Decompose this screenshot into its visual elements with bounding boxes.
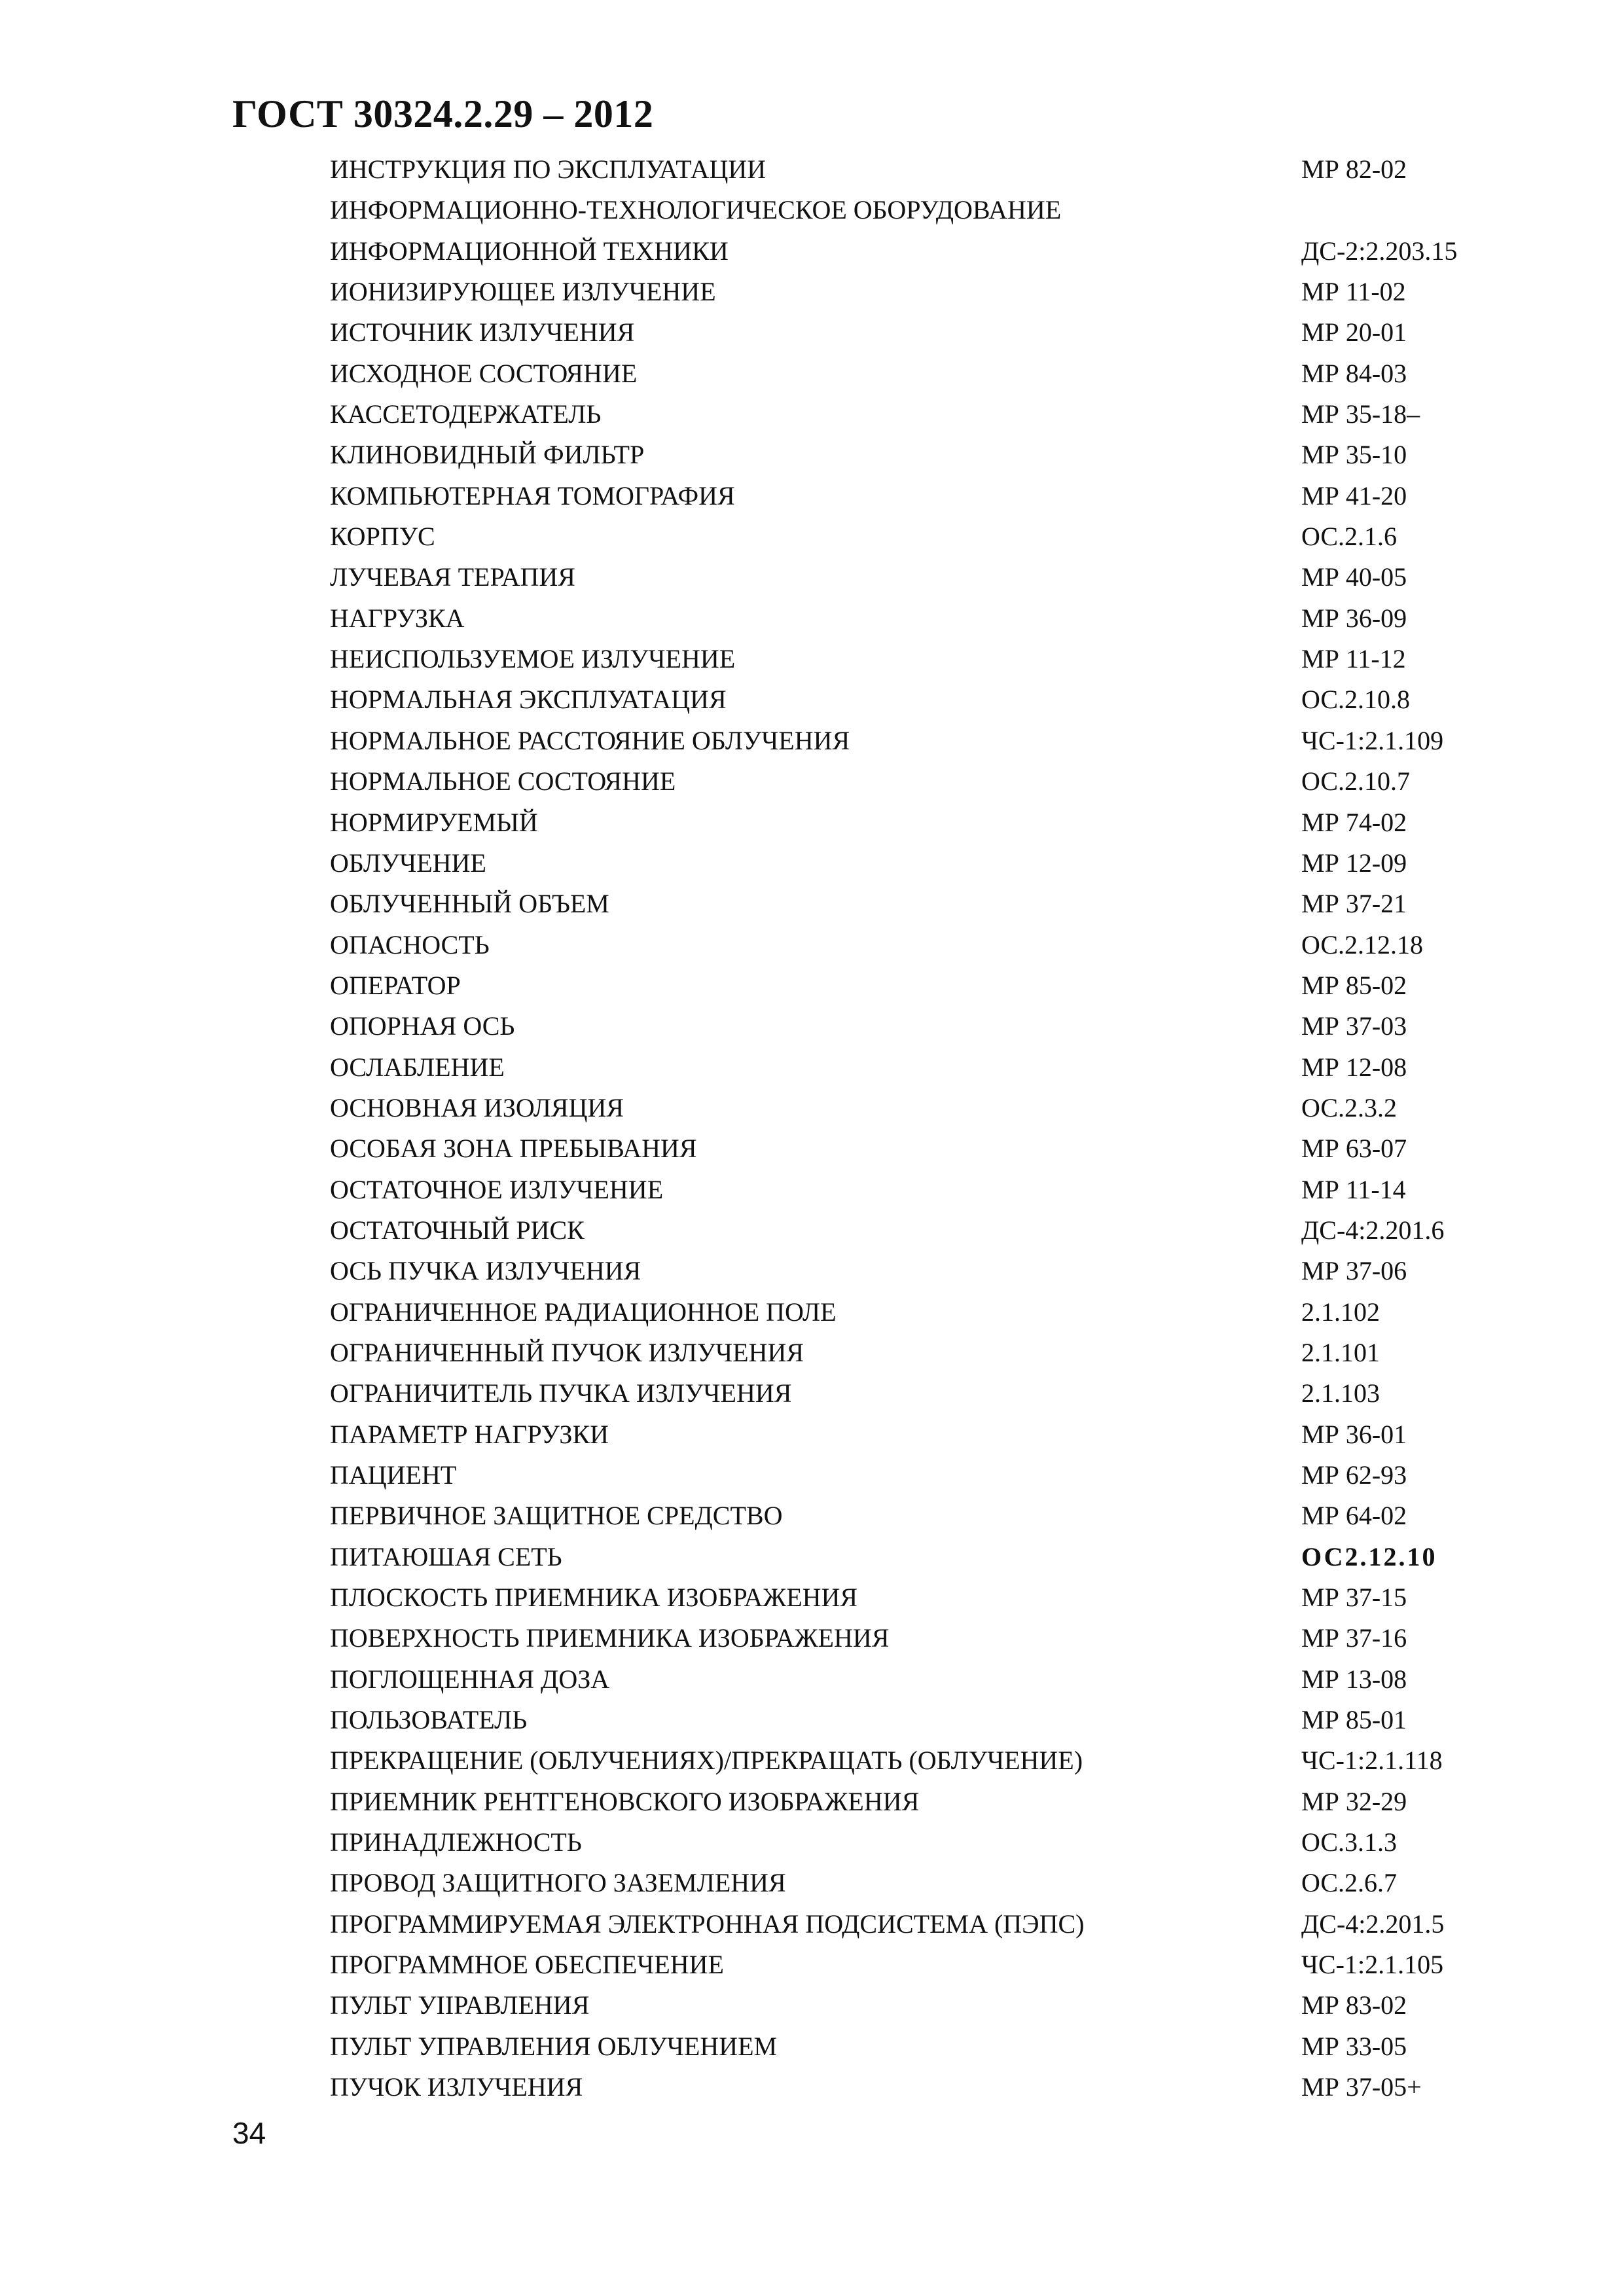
index-reference: МР 37-21 — [1301, 889, 1407, 919]
index-reference: МР 35-18– — [1301, 399, 1420, 429]
index-term: ОБЛУЧЕНИЕ — [330, 848, 486, 878]
index-entry — [0, 1210, 1624, 1251]
index-entry — [0, 721, 1624, 761]
index-term: ОСОБАЯ ЗОНА ПРЕБЫВАНИЯ — [330, 1134, 697, 1164]
index-entry — [0, 1455, 1624, 1496]
index-entry — [0, 2026, 1624, 2067]
index-entry — [0, 557, 1624, 598]
index-entry — [0, 1659, 1624, 1700]
index-reference: МР 37-15 — [1301, 1583, 1407, 1613]
index-entry — [0, 272, 1624, 312]
index-entry — [0, 1373, 1624, 1414]
index-term: КАССЕТОДЕРЖАТЕЛЬ — [330, 399, 602, 429]
index-reference: МР 41-20 — [1301, 480, 1407, 511]
index-term: НОРМАЛЬНОЕ РАССТОЯНИЕ ОБЛУЧЕНИЯ — [330, 725, 850, 755]
index-term: ПРИЕМНИК РЕНТГЕНОВСКОГО ИЗОБРАЖЕНИЯ — [330, 1786, 920, 1816]
index-term: ПИТАЮШАЯ СЕТЬ — [330, 1541, 562, 1571]
index-term: ПРОГРАММИРУЕМАЯ ЭЛЕКТРОННАЯ ПОДСИСТЕМА (ПЭПС) — [330, 1909, 1085, 1939]
index-entry — [0, 1170, 1624, 1210]
index-entry — [0, 1047, 1624, 1088]
term-index-list — [0, 149, 1624, 2108]
index-entry — [0, 1822, 1624, 1863]
index-reference: ОС.2.10.8 — [1301, 685, 1411, 715]
index-reference: ДС-4:2.201.6 — [1301, 1215, 1445, 1245]
index-reference: ОС2.12.10 — [1301, 1541, 1437, 1571]
index-entry — [0, 1537, 1624, 1577]
index-reference: МР 11-12 — [1301, 644, 1406, 674]
document-title: ГОСТ 30324.2.29 – 2012 — [232, 92, 654, 135]
index-term: КОМПЬЮТЕРНАЯ ТОМОГРАФИЯ — [330, 480, 735, 511]
index-reference: МР 20-01 — [1301, 317, 1407, 348]
index-entry — [0, 1577, 1624, 1618]
index-entry — [0, 884, 1624, 924]
index-reference: ОС.2.6.7 — [1301, 1868, 1398, 1898]
index-term: ПАЦИЕНТ — [330, 1460, 457, 1490]
index-reference: МР 64-02 — [1301, 1501, 1407, 1531]
index-entry — [0, 1945, 1624, 1985]
index-reference: МР 40-05 — [1301, 562, 1407, 592]
index-term: ПУЛЬТ УПРАВЛЕНИЯ ОБЛУЧЕНИЕМ — [330, 2031, 778, 2061]
index-term: ИСХОДНОЕ СОСТОЯНИЕ — [330, 358, 638, 388]
index-term: ПОГЛОЩЕННАЯ ДОЗА — [330, 1664, 610, 1694]
index-entry — [0, 476, 1624, 516]
index-entry — [0, 190, 1624, 230]
index-term: КЛИНОВИДНЫЙ ФИЛЬТР — [330, 440, 645, 470]
index-term: ОГРАНИЧЕННЫЙ ПУЧОК ИЗЛУЧЕНИЯ — [330, 1337, 804, 1367]
index-reference: МР 63-07 — [1301, 1134, 1407, 1164]
index-reference: МР 12-09 — [1301, 848, 1407, 878]
index-reference: МР 37-05+ — [1301, 2072, 1422, 2102]
index-entry — [0, 1128, 1624, 1169]
index-term: ПЕРВИЧНОЕ ЗАЩИТНОЕ СРЕДСТВО — [330, 1501, 783, 1531]
index-reference: МР 85-02 — [1301, 970, 1407, 1000]
index-entry — [0, 1618, 1624, 1659]
index-term: НАГРУЗКА — [330, 603, 465, 633]
index-reference: МР 37-16 — [1301, 1623, 1407, 1653]
index-entry — [0, 1414, 1624, 1455]
index-term: ОСТАТОЧНОЕ ИЗЛУЧЕНИЕ — [330, 1174, 664, 1204]
index-entry — [0, 435, 1624, 475]
index-term: ОГРАНИЧИТЕЛЬ ПУЧКА ИЗЛУЧЕНИЯ — [330, 1378, 792, 1408]
index-entry — [0, 1292, 1624, 1333]
index-entry — [0, 353, 1624, 394]
index-term: ПУЧОК ИЗЛУЧЕНИЯ — [330, 2072, 583, 2102]
index-reference: МР 13-08 — [1301, 1664, 1407, 1694]
index-term: ЛУЧЕВАЯ ТЕРАПИЯ — [330, 562, 575, 592]
index-reference: МР 83-02 — [1301, 1990, 1407, 2020]
index-term: НЕИСПОЛЬЗУЕМОЕ ИЗЛУЧЕНИЕ — [330, 644, 736, 674]
index-entry — [0, 1333, 1624, 1373]
index-entry — [0, 843, 1624, 884]
index-term: ИСТОЧНИК ИЗЛУЧЕНИЯ — [330, 317, 635, 348]
index-term: ОГРАНИЧЕННОЕ РАДИАЦИОННОЕ ПОЛЕ — [330, 1297, 837, 1327]
index-reference: МР 12-08 — [1301, 1052, 1407, 1082]
index-term: НОРМАЛЬНОЕ СОСТОЯНИЕ — [330, 766, 676, 797]
index-reference: 2.1.101 — [1301, 1337, 1380, 1367]
index-term: ПУЛЬТ УIIРАВЛЕНИЯ — [330, 1990, 590, 2020]
index-reference: МР 32-29 — [1301, 1786, 1407, 1816]
index-entry — [0, 965, 1624, 1006]
index-entry — [0, 679, 1624, 720]
index-term: ОСТАТОЧНЫЙ РИСК — [330, 1215, 585, 1245]
index-reference: МР 62-93 — [1301, 1460, 1407, 1490]
index-reference: МР 35-10 — [1301, 440, 1407, 470]
index-reference: ЧС-1:2.1.109 — [1301, 725, 1444, 755]
index-reference: МР 33-05 — [1301, 2031, 1407, 2061]
index-entry — [0, 598, 1624, 639]
index-reference: ДС-2:2.203.15 — [1301, 236, 1458, 266]
index-reference: ДС-4:2.201.5 — [1301, 1909, 1445, 1939]
index-entry — [0, 802, 1624, 843]
index-term: ПРОВОД ЗАЩИТНОГО ЗАЗЕМЛЕНИЯ — [330, 1868, 786, 1898]
index-reference: МР 36-09 — [1301, 603, 1407, 633]
index-reference: ЧС-1:2.1.105 — [1301, 1950, 1444, 1980]
index-term: ИНСТРУКЦИЯ ПО ЭКСПЛУАТАЦИИ — [330, 154, 767, 184]
index-term: ПРИНАДЛЕЖНОСТЬ — [330, 1827, 582, 1857]
index-reference: ОС.2.12.18 — [1301, 929, 1424, 960]
index-reference: ОС.2.10.7 — [1301, 766, 1411, 797]
index-reference: 2.1.103 — [1301, 1378, 1380, 1408]
index-entry — [0, 1904, 1624, 1945]
index-term: ПРЕКРАЩЕНИЕ (ОБЛУЧЕНИЯХ)/ПРЕКРАЩАТЬ (ОБЛУЧЕНИЕ) — [330, 1746, 1083, 1776]
index-reference: ОС.2.1.6 — [1301, 522, 1398, 552]
index-entry — [0, 1782, 1624, 1822]
index-reference: ЧС-1:2.1.118 — [1301, 1746, 1443, 1776]
index-entry — [0, 639, 1624, 679]
index-term: ОБЛУЧЕННЫЙ ОБЪЕМ — [330, 889, 609, 919]
index-entry — [0, 1251, 1624, 1291]
index-reference: МР 74-02 — [1301, 807, 1407, 837]
index-entry — [0, 761, 1624, 802]
index-term: ПЛОСКОСТЬ ПРИЕМНИКА ИЗОБРАЖЕНИЯ — [330, 1583, 858, 1613]
index-reference: МР 11-14 — [1301, 1174, 1406, 1204]
index-term: НОРМАЛЬНАЯ ЭКСПЛУАТАЦИЯ — [330, 685, 727, 715]
index-entry — [0, 1700, 1624, 1740]
index-entry — [0, 1863, 1624, 1903]
index-term: ПОВЕРХНОСТЬ ПРИЕМНИКА ИЗОБРАЖЕНИЯ — [330, 1623, 890, 1653]
index-term: ОСНОВНАЯ ИЗОЛЯЦИЯ — [330, 1092, 624, 1122]
index-entry — [0, 1006, 1624, 1047]
index-reference: МР 85-01 — [1301, 1705, 1407, 1735]
index-reference: ОС.3.1.3 — [1301, 1827, 1398, 1857]
index-term: ПОЛЬЗОВАТЕЛЬ — [330, 1705, 528, 1735]
index-term: ИНФОРМАЦИОННО-ТЕХНОЛОГИЧЕСКОЕ ОБОРУДОВАНИЕ — [330, 195, 1062, 225]
index-entry — [0, 1740, 1624, 1781]
index-term: ОСЬ ПУЧКА ИЗЛУЧЕНИЯ — [330, 1256, 641, 1286]
index-entry — [0, 1496, 1624, 1536]
index-entry — [0, 516, 1624, 557]
index-term: ОСЛАБЛЕНИЕ — [330, 1052, 505, 1082]
index-term: ОПОРНАЯ ОСЬ — [330, 1011, 515, 1041]
index-term: ОПЕРАТОР — [330, 970, 461, 1000]
index-reference: МР 36-01 — [1301, 1419, 1407, 1449]
index-entry — [0, 231, 1624, 272]
index-reference: МР 11-02 — [1301, 277, 1406, 307]
index-entry — [0, 1985, 1624, 2026]
index-reference: МР 37-03 — [1301, 1011, 1407, 1041]
index-term: ПАРАМЕТР НАГРУЗКИ — [330, 1419, 609, 1449]
index-term: ПРОГРАММНОЕ ОБЕСПЕЧЕНИЕ — [330, 1950, 724, 1980]
index-entry — [0, 312, 1624, 353]
index-reference: ОС.2.3.2 — [1301, 1092, 1398, 1122]
index-entry — [0, 925, 1624, 965]
page-number: 34 — [232, 2116, 266, 2150]
index-term: НОРМИРУЕМЫЙ — [330, 807, 538, 837]
index-reference: 2.1.102 — [1301, 1297, 1380, 1327]
index-entry — [0, 2067, 1624, 2108]
index-reference: МР 37-06 — [1301, 1256, 1407, 1286]
index-entry — [0, 394, 1624, 435]
index-term: ИОНИЗИРУЮЩЕЕ ИЗЛУЧЕНИЕ — [330, 277, 716, 307]
index-term: КОРПУС — [330, 522, 435, 552]
index-term: ИНФОРМАЦИОННОЙ ТЕХНИКИ — [330, 236, 729, 266]
index-entry — [0, 1088, 1624, 1128]
index-reference: МР 82-02 — [1301, 154, 1407, 184]
index-term: ОПАСНОСТЬ — [330, 929, 490, 960]
index-reference: МР 84-03 — [1301, 358, 1407, 388]
index-entry — [0, 149, 1624, 190]
